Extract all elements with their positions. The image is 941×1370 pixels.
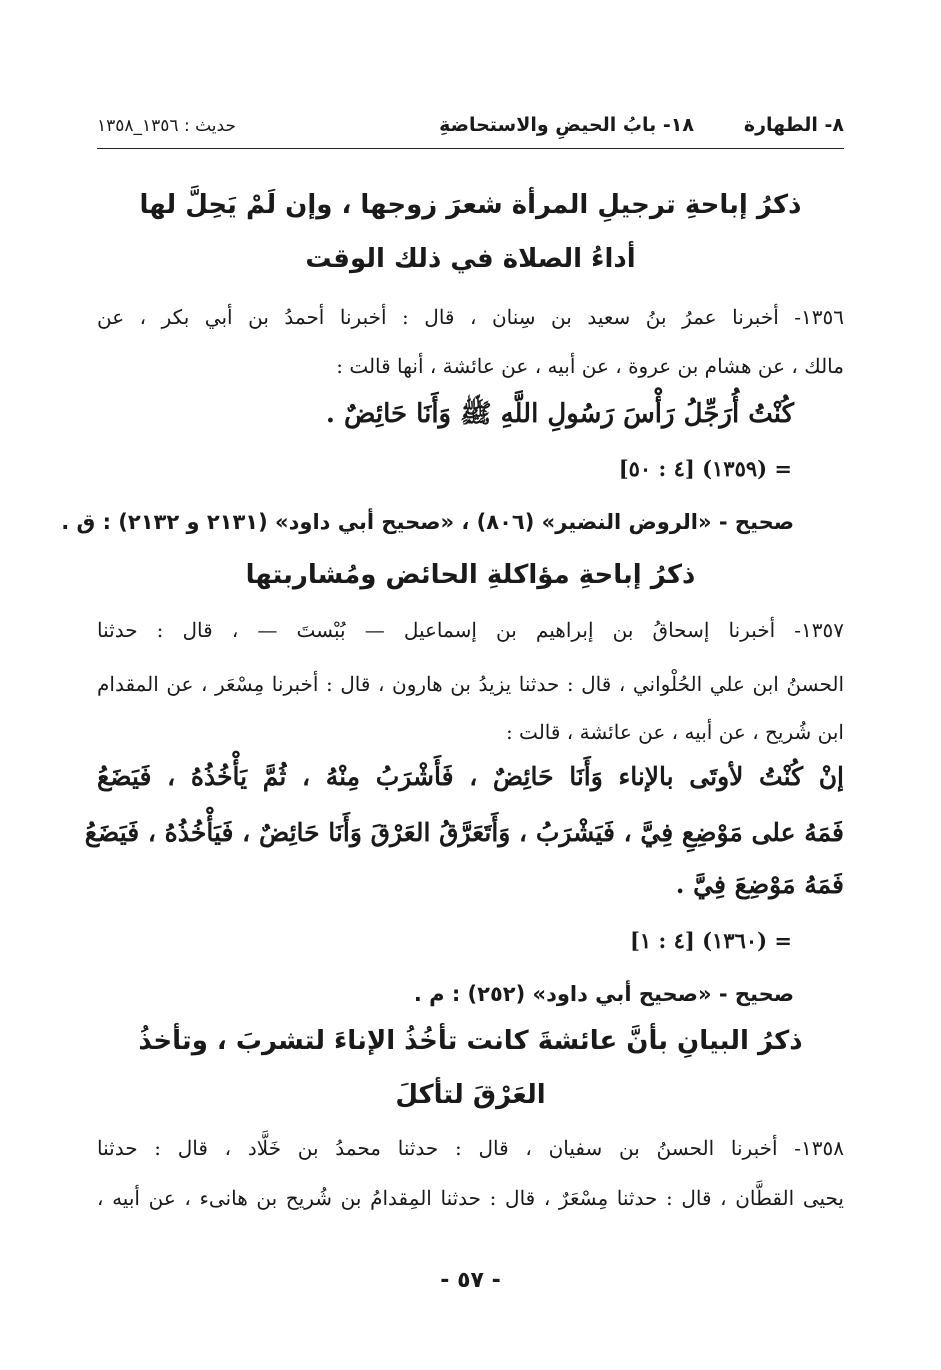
hadith-reference: = (١٣٥٩) [٤ : ٥٠] [618,456,792,481]
matn-line: فَمَهُ على مَوْضِعِ فِيَّ ، فَيَشْرَبُ ، وَأَتَعَرَّقُ العَرْقَ وَأَنَا حَائِضٌ ، فَيَأْخُذُهُ ، فَيَضَعُ [84,818,844,847]
hadith-range: حديث : ١٣٥٦_١٣٥٨ [97,116,236,136]
hadith-reference: = (١٣٦٠) [٤ : ١] [629,928,792,953]
isnad-line: يحيى القطَّان ، قال : حدثنا مِسْعَرٌ ، قال : حدثنا المِقدامُ بن شُريح بن هانىء ، عن أبيه ، [97,1186,844,1210]
section-heading-line: ذكرُ إباحةِ مؤاكلةِ الحائض ومُشاربتها [245,560,696,590]
section-heading-line: ذكرُ إباحةِ ترجيلِ المرأة شعرَ زوجها ، وإن لَمْ يَحِلَّ لها [139,190,802,220]
isnad-line: الحسنُ ابن علي الحُلْواني ، قال : حدثنا يزيدُ بن هارون ، قال : أخبرنا مِسْعَر ، عن المقدام [97,672,844,696]
matn-line: كُنْتُ أُرَجِّلُ رَأْسَ رَسُولِ اللَّهِ ﷺ وَأَنَا حَائِضٌ . [325,399,794,429]
chapter-title: ٨- الطهارة [743,114,844,136]
isnad-line: ١٣٥٦- أخبرنا عمرُ بنُ سعيد بن سِنان ، قال : أخبرنا أحمدُ بن أبي بكر ، عن [97,305,844,329]
section-heading-line: العَرْقَ لتأكلَ [395,1080,546,1110]
hadith-grade: صحيح - «صحيح أبي داود» (٢٥٢) : م . [413,982,794,1006]
section-title: ١٨- بابُ الحيضِ والاستحاضةِ [439,114,694,136]
running-header [97,108,844,149]
section-heading-line: ذكرُ البيانِ بأنَّ عائشةَ كانت تأخُذُ الإناءَ لتشربَ ، وتأخذُ [138,1026,803,1056]
matn-line: إنْ كُنْتُ لأوتَى بالإناء وَأَنَا حَائِضٌ ، فَأَشْرَبُ مِنْهُ ، ثُمَّ يَأْخُذُهُ ، فَيَضَعُ [97,762,844,791]
hadith-grade: صحيح - «الروض النضير» (٨٠٦) ، «صحيح أبي داود» (٢١٣١ و ٢١٣٢) : ق . [61,510,794,534]
page-number: - ٥٧ - [440,1268,501,1293]
matn-line: فَمَهُ مَوْضِعَ فِيَّ . [675,870,844,899]
isnad-line: ابن شُريح ، عن أبيه ، عن عائشة ، قالت : [505,720,844,744]
section-heading-line: أداءُ الصلاة في ذلك الوقت [305,244,636,274]
isnad-line: ١٣٥٧- أخبرنا إسحاقُ بن إبراهيم بن إسماعيل — بُبْستَ — ، قال : حدثنا [97,618,844,642]
isnad-line: مالك ، عن هشام بن عروة ، عن أبيه ، عن عائشة ، أنها قالت : [336,354,844,378]
isnad-line: ١٣٥٨- أخبرنا الحسنُ بن سفيان ، قال : حدثنا محمدُ بن خَلَّاد ، قال : حدثنا [97,1136,844,1160]
